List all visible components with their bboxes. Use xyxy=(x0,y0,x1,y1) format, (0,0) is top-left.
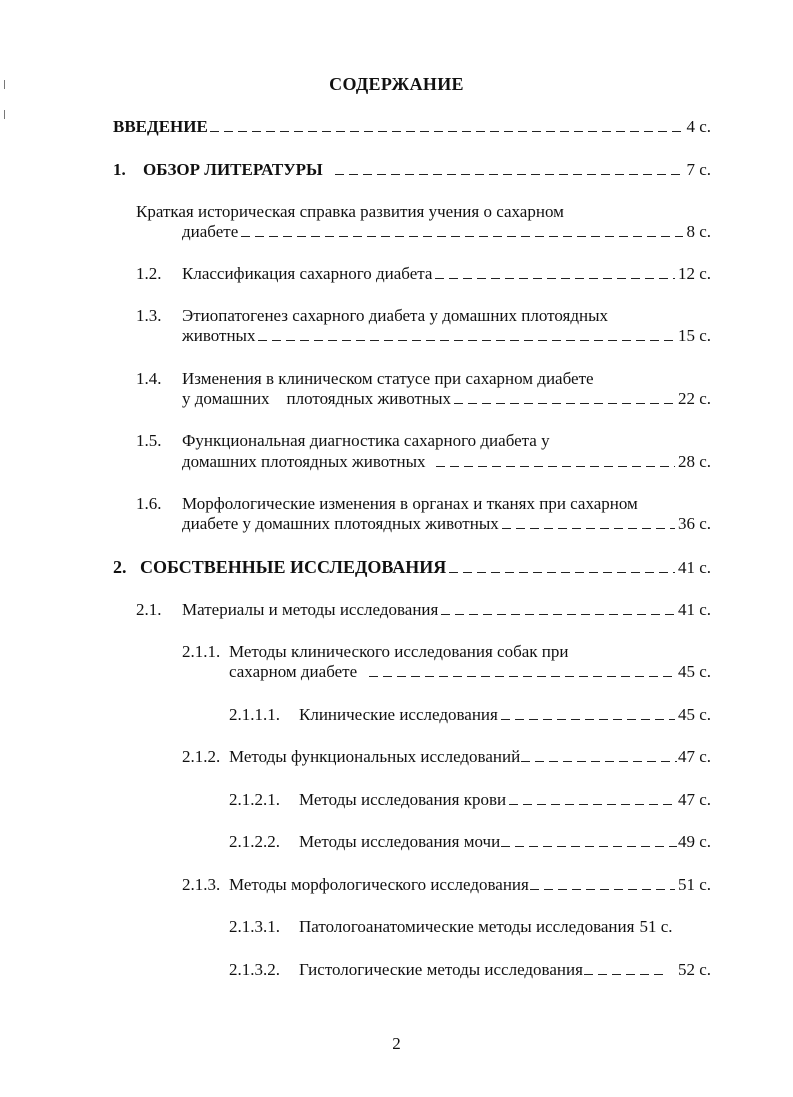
toc-entry-label: диабете xyxy=(182,222,239,241)
toc-entry-2-1-2-2 xyxy=(229,832,711,852)
toc-entry-1-3 xyxy=(182,326,711,346)
toc-entry-page: 47 с. xyxy=(677,747,711,766)
toc-entry-page: 45 с. xyxy=(677,662,711,681)
page-number: 2 xyxy=(392,1034,401,1053)
toc-entry-page: 15 с. xyxy=(677,326,711,345)
toc-entry-page: 36 с. xyxy=(677,514,711,533)
toc-entry-2-1-2-1 xyxy=(229,790,711,810)
toc-entry-2-1 xyxy=(136,600,711,620)
toc-entry-2-1-2 xyxy=(182,747,711,767)
page-title: СОДЕРЖАНИЕ xyxy=(329,74,464,94)
leader-dashes xyxy=(501,708,675,720)
toc-entry-number: 2.1.1. xyxy=(182,642,221,661)
toc-entry-label: домашних плотоядных животных xyxy=(182,452,426,471)
toc-entry-number: 2.1.3.2. xyxy=(229,960,280,979)
toc-entry-page: 51 с. xyxy=(677,875,711,894)
toc-entry-label: Гистологические методы исследования xyxy=(299,960,583,979)
toc-entry-number: 2.1.3.1. xyxy=(229,917,280,936)
toc-entry-line1: Методы клинического исследования собак при xyxy=(229,642,569,661)
leader-dashes xyxy=(501,835,677,847)
toc-entry-number: 2. xyxy=(113,557,127,577)
toc-entry-page: 41 с. xyxy=(677,600,711,619)
toc-entry-label: Материалы и методы исследования xyxy=(182,600,439,619)
toc-entry-introduction xyxy=(113,117,711,137)
toc-entry-page: 49 с. xyxy=(677,832,711,851)
scan-mark-bottom xyxy=(4,110,5,119)
toc-entry-number: 1.6. xyxy=(136,494,162,513)
toc-entry-page: 45 с. xyxy=(677,705,711,724)
leader-dashes xyxy=(454,392,675,404)
toc-entry-2-1-3-1 xyxy=(229,917,713,937)
toc-entry-page: 47 с. xyxy=(677,790,711,809)
leader-dashes xyxy=(502,517,675,529)
toc-entry-number: 2.1.2. xyxy=(182,747,221,766)
toc-entry-2-1-3-2 xyxy=(229,960,711,980)
toc-entry-1-3-line1 xyxy=(136,306,608,326)
leader-dashes xyxy=(441,603,675,615)
toc-entry-1-5 xyxy=(182,452,711,472)
leader-dashes xyxy=(258,329,674,341)
toc-entry-line1: Функциональная диагностика сахарного диабета у xyxy=(182,431,550,450)
toc-entry-number: 2.1.2.1. xyxy=(229,790,280,809)
toc-entry-number: 2.1.1.1. xyxy=(229,705,280,724)
toc-entry-label: Классификация сахарного диабета xyxy=(182,264,433,283)
toc-entry-page: 41 с. xyxy=(677,558,711,577)
toc-entry-page: 52 с. xyxy=(677,960,711,979)
leader-dashes xyxy=(449,561,675,573)
toc-entry-label: сахарном диабете xyxy=(229,662,358,681)
toc-entry-label: СОБСТВЕННЫЕ ИССЛЕДОВАНИЯ xyxy=(140,557,447,577)
toc-entry-history xyxy=(182,222,711,242)
leader-dashes xyxy=(210,120,685,132)
toc-entry-number: 1.3. xyxy=(136,306,162,325)
toc-entry-page: 7 с. xyxy=(686,160,711,179)
toc-entry-label: ОБЗОР ЛИТЕРАТУРЫ xyxy=(143,160,323,179)
toc-entry-line1: Изменения в клиническом статусе при сахарном диабете xyxy=(182,369,594,388)
leader-dashes xyxy=(436,455,675,467)
toc-entry-2-1-1-line1 xyxy=(182,642,568,662)
leader-dashes xyxy=(521,750,677,762)
toc-entry-line1: Краткая историческая справка развития учения о сахарном xyxy=(136,202,564,221)
toc-entry-page: 12 с. xyxy=(677,264,711,283)
toc-entry-label: Методы морфологического исследования xyxy=(229,875,529,894)
toc-entry-label: Методы функциональных исследований xyxy=(229,747,521,766)
leader-dashes xyxy=(335,163,684,175)
toc-entry-label: Методы исследования крови xyxy=(299,790,507,809)
toc-entry-2-1-3 xyxy=(182,875,711,895)
leader-dashes xyxy=(509,793,675,805)
toc-entry-1-2 xyxy=(136,264,711,284)
leader-dashes xyxy=(435,267,675,279)
leader-dashes xyxy=(530,878,675,890)
toc-entry-label: Патологоанатомические методы исследования xyxy=(299,917,635,936)
toc-entry-1-4 xyxy=(182,389,711,409)
toc-entry-label: диабете у домашних плотоядных животных xyxy=(182,514,499,533)
toc-entry-page: 28 с. xyxy=(677,452,711,471)
leader-dashes xyxy=(241,225,683,237)
toc-entry-number: 1. xyxy=(113,160,126,179)
toc-entry-2-1-1-1 xyxy=(229,705,711,725)
toc-entry-2-1-1 xyxy=(229,662,711,682)
toc-entry-number: 2.1. xyxy=(136,600,162,619)
toc-entry-page: 4 с. xyxy=(686,117,711,136)
leader-dashes xyxy=(369,665,675,677)
toc-entry-number: 1.4. xyxy=(136,369,162,388)
leader-dashes xyxy=(584,963,668,975)
toc-entry-1-4-line1 xyxy=(136,369,594,389)
toc-entry-label: Клинические исследования xyxy=(299,705,498,724)
toc-entry-number: 1.2. xyxy=(136,264,162,283)
toc-entry-1-5-line1 xyxy=(136,431,550,451)
toc-entry-page: 22 с. xyxy=(677,389,711,408)
toc-entry-line1: Этиопатогенез сахарного диабета у домашних плотоядных xyxy=(182,306,609,325)
toc-entry-label: Методы исследования мочи xyxy=(299,832,501,851)
toc-entry-page: 51 с. xyxy=(639,917,673,936)
toc-entry-number: 2.1.2.2. xyxy=(229,832,280,851)
toc-entry-page: 8 с. xyxy=(686,222,711,241)
toc-entry-1-6 xyxy=(182,514,711,534)
toc-entry-number: 2.1.3. xyxy=(182,875,221,894)
toc-entry-1-6-line1 xyxy=(136,494,638,514)
toc-entry-number: 1.5. xyxy=(136,431,162,450)
toc-entry-line1: Морфологические изменения в органах и тканях при сахарном xyxy=(182,494,638,513)
toc-entry-own-research xyxy=(113,557,711,578)
toc-entry-label: ВВЕДЕНИЕ xyxy=(113,117,208,136)
toc-entry-label: животных xyxy=(182,326,256,345)
toc-entry-label: у домашних плотоядных животных xyxy=(182,389,452,408)
toc-entry-literature-review xyxy=(113,160,711,180)
